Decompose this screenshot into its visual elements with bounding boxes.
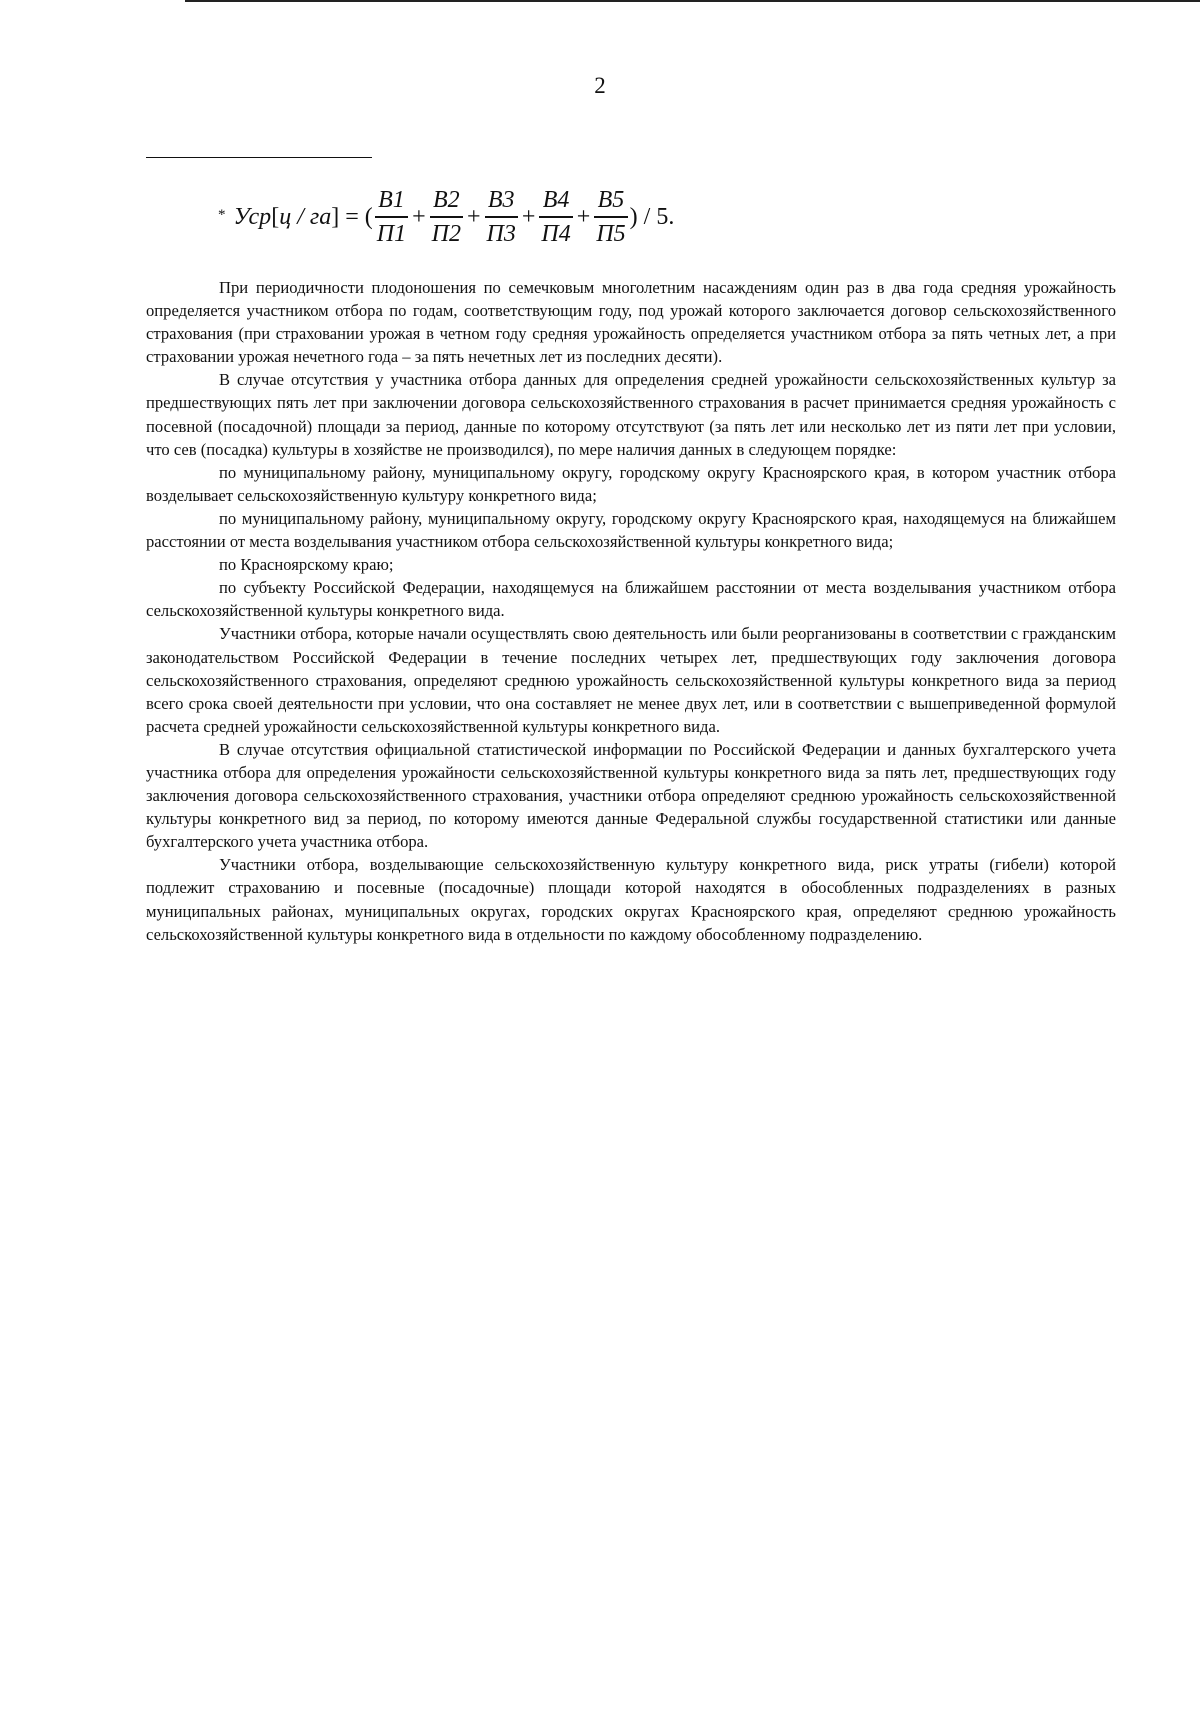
formula-divisor: 5 bbox=[656, 203, 669, 230]
paragraph: Участники отбора, возделывающие сельскохозяйственную культуру конкретного вида, риск утраты (гибели) которой подлежит страхованию и посевные (посадочные) площади которой находятся в обособленных подразделениях в разных муниципальных районах, муниципальных округах, городских округах Красноярского края, определяют среднюю урожайность сельскохозяйственной культуры конкретного вида в отдельности по каждому обособленному подразделению. bbox=[146, 855, 1116, 944]
paragraph: по муниципальному району, муниципальному округу, городскому округу Красноярского края, находящемуся на ближайшем расстоянии от места возделывания участником отбора сельскохозяйственной культуры конкретного вида; bbox=[146, 508, 1116, 552]
formula-term: $\frac{В2}{П2}$ bbox=[431, 187, 461, 247]
document-body bbox=[146, 276, 1116, 946]
paragraph: по Красноярскому краю; bbox=[219, 555, 394, 575]
formula-term: $\frac{В3}{П3}$ bbox=[486, 187, 516, 247]
formula-lhs-variable: Уср bbox=[233, 203, 272, 230]
top-border-line bbox=[185, 0, 1200, 2]
formula-term: $\frac{В5}{П5}$ bbox=[596, 187, 626, 247]
page-number: 2 bbox=[594, 73, 606, 98]
formula-lhs-unit: ц / га bbox=[279, 203, 332, 230]
average-yield-formula: * Уср [ ц / га ] = ( $\frac{В1}{П1}$ + $\frac{В2}{П2}$ + $\frac{В3}{П3}$ + $\frac{В4}{П4}$ + $\frac{В5}{П5}$ ) / 5 . bbox=[218, 187, 675, 247]
footnote-marker: * bbox=[218, 206, 226, 223]
paragraph: При периодичности плодоношения по семечковым многолетним насаждениям один раз в два года средняя урожайность определяется участником отбора по годам, соответствующим году, под урожай которого заключается договор сельскохозяйственного страхования (при страховании урожая в четном году средняя урожайность определяется участником отбора за пять четных лет, а при страховании урожая нечетного года – за пять нечетных лет из последних десяти). bbox=[146, 278, 1116, 367]
paragraph: по субъекту Российской Федерации, находящемуся на ближайшем расстоянии от места возделывания участником отбора сельскохозяйственной культуры конкретного вида. bbox=[146, 578, 1116, 621]
formula-term: $\frac{В4}{П4}$ bbox=[541, 187, 571, 247]
paragraph: В случае отсутствия у участника отбора данных для определения средней урожайности сельскохозяйственных культур за предшествующих пять лет при заключении договора сельскохозяйственного страхования в расчет принимается средняя урожайность с посевной (посадочной) площади за период, данные по которому отсутствуют (за пять лет или несколько лет из пяти лет при условии, что сев (посадка) культуры в хозяйстве не производился), по мере наличия данных в следующем порядке: bbox=[146, 370, 1116, 459]
paragraph: В случае отсутствия официальной статистической информации по Российской Федерации и данных бухгалтерского учета участника отбора для определения урожайности сельскохозяйственной культуры конкретного вида за пять лет, предшествующих году заключения договора сельскохозяйственного страхования, участники отбора определяют среднюю урожайность сельскохозяйственной культуры конкретного вид за период, по которому имеются данные Федеральной службы государственной статистики или данные бухгалтерского учета участника отбора. bbox=[146, 739, 1116, 852]
footnote-separator bbox=[146, 157, 372, 158]
formula-term: $\frac{В1}{П1}$ bbox=[376, 187, 407, 247]
paragraph: Участники отбора, которые начали осуществлять свою деятельность или были реорганизованы в соответствии с гражданским законодательством Российской Федерации в течение последних четырех лет, предшествующих году заключения договора сельскохозяйственного страхования, определяют среднюю урожайность сельскохозяйственной культуры конкретного вида за период всего срока своей деятельности при условии, что она составляет не менее двух лет, или в соответствии с вышеприведенной формулой расчета средней урожайности сельскохозяйственной культуры конкретного вида. bbox=[146, 624, 1116, 736]
paragraph: по муниципальному району, муниципальному округу, городскому округу Красноярского края, в котором участник отбора возделывает сельскохозяйственную культуру конкретного вида; bbox=[146, 462, 1116, 505]
